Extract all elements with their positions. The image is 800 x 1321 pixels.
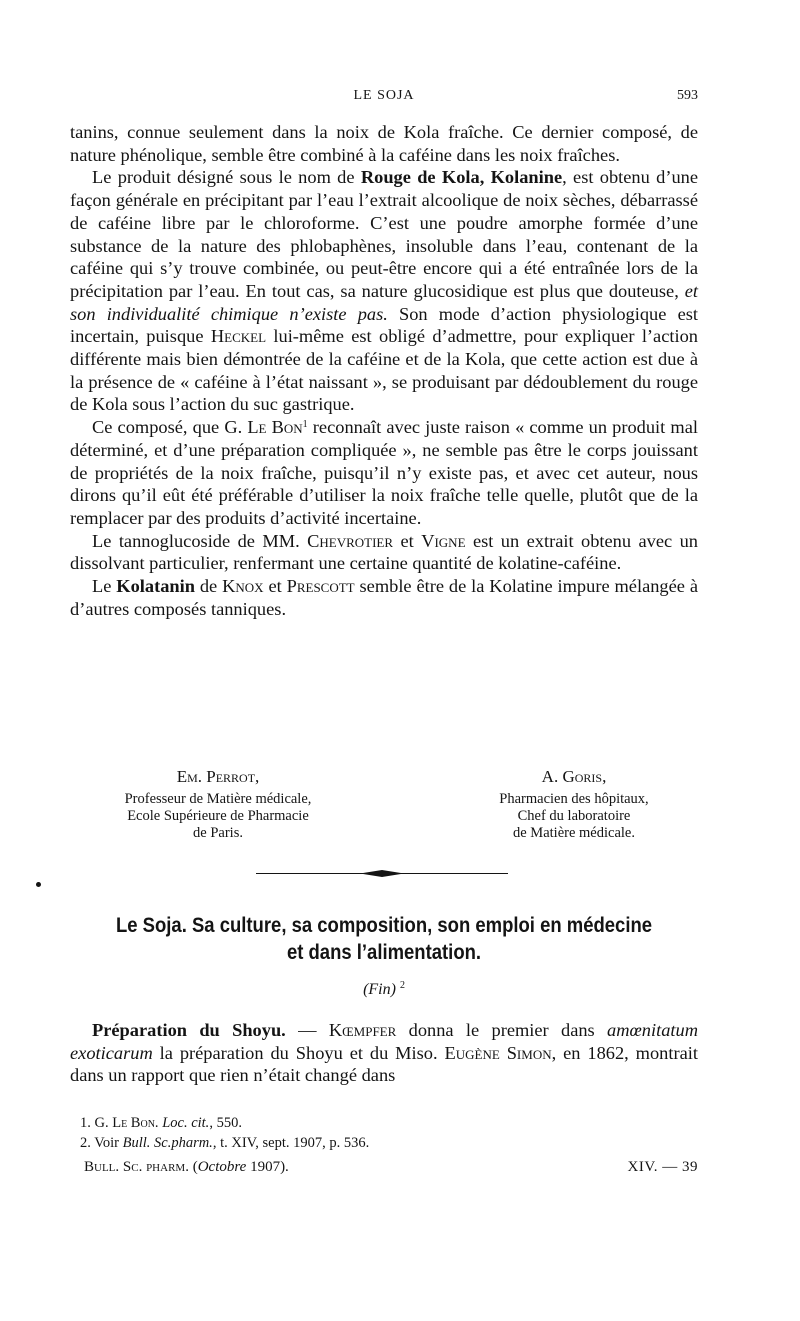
footer-signature-mark: XIV. — 39: [627, 1159, 698, 1175]
p5-bold-term: Kolatanin: [116, 576, 195, 597]
footnote-1-page: , 550.: [209, 1115, 242, 1131]
margin-dot: [36, 882, 41, 887]
footnote-ref-1: 1: [302, 419, 308, 431]
paragraph-3: [70, 416, 698, 530]
author-vigne: Vigne: [421, 530, 466, 551]
p2-text-c: Son mode d’action physiologique est incertain, puisque: [70, 303, 698, 347]
p2-italic-phrase: et son individualité chimique n’existe pas.: [70, 280, 698, 324]
signature-left-line-1: Professeur de Matière médicale,: [124, 791, 312, 807]
paragraph-4: [70, 530, 698, 575]
p2-text-b: , est obtenu d’une façon générale en précipitant par l’eau l’extrait alcoolique de noix sèches, débarrassé de caféine libre par le chloroforme. C’est une poudre amorphe formée d’une substance de la nature des phlobaphènes, insoluble dans l’eau, contenant de la caféine qui s’y trouve combinée, ou peut-être encore qui a été entraînée lors de la précipitation par l’eau. En tout cas, sa nature glucosidique est plus que douteuse,: [70, 167, 698, 301]
footnote-1-loc: Loc. cit.: [162, 1115, 210, 1131]
p5-text-b: semble être de la Kolatine impure mélangée à d’autres composés tanniques.: [70, 576, 698, 619]
signature-right-line-3: de Matière médicale.: [513, 825, 635, 841]
author-heckel: Heckel: [210, 326, 267, 347]
footer-date-year: 1907).: [246, 1159, 289, 1175]
paragraph-2: [70, 166, 698, 416]
paragraph-5: [70, 575, 698, 620]
fin-label: (Fin): [363, 981, 396, 998]
paragraph-shoyu: [70, 1019, 698, 1087]
p4-text-b: est un extrait obtenu avec un dissolvant particulier, renfermant une certaine quantité de kolatine-caféine.: [70, 530, 698, 574]
footer-date-open: (: [188, 1159, 198, 1175]
divider-ornament-icon: [360, 870, 404, 878]
section-heading-shoyu: Préparation du Shoyu.: [92, 1020, 286, 1040]
author-chevrotier: Chevrotier: [307, 530, 394, 551]
signature-left-line-2: Ecole Supérieure de Pharmacie: [127, 808, 309, 824]
footnote-2-text-b: , t. XIV, sept. 1907, p. 536.: [212, 1135, 370, 1151]
signature-right: [456, 766, 692, 842]
article-title: [108, 912, 661, 966]
p2-bold-term: Rouge de Kola, Kolanine: [360, 167, 563, 188]
footnote-2-number: 2.: [80, 1135, 91, 1151]
running-head: [70, 88, 698, 108]
author-prescott: Prescott: [286, 576, 355, 597]
footer-date-month: Octobre: [197, 1159, 247, 1175]
section-divider: [256, 870, 508, 878]
p3-text-a: Ce composé, que G.: [92, 417, 248, 438]
p4-conj: et: [393, 530, 422, 551]
footnote-2-journal: Bull. Sc.pharm.: [122, 1135, 213, 1151]
author-knox: Knox: [222, 576, 264, 597]
journal-page: [70, 0, 698, 1321]
signature-right-name: A. Goris,: [541, 767, 607, 786]
signature-right-line-2: Chef du laboratoire: [517, 808, 631, 824]
footnote-2-text-a: Voir: [94, 1135, 123, 1151]
footer-journal: [84, 1159, 289, 1176]
page-number: 593: [677, 88, 698, 103]
shoyu-italic-title: amœnitatum exoticarum: [70, 1020, 698, 1063]
signature-left: [92, 766, 344, 842]
p2-text-a: Le produit désigné sous le nom de: [92, 167, 361, 188]
p3-text-b: reconnaît avec juste raison « comme un produit mal déterminé, et d’une préparation compliquée », ne semble pas être le corps jouissant de propriétés de la noix fraîche, puisqu’il n’y existe pas, et avec cet auteur, nous dirons qu’il eût été préférable d’utiliser la noix fraîche telle quelle, plutôt que de la remplacer par des produits d’activité incertaine.: [70, 417, 698, 528]
footnote-1: [80, 1113, 680, 1133]
article-body: [70, 121, 698, 620]
signature-left-name: Em. Perrot,: [176, 767, 260, 786]
running-title: LE SOJA: [353, 88, 415, 103]
p2-text-d: lui-même est obligé d’admettre, pour expliquer l’action différente mais bien démontrée de la caféine et de la Kola, que cette action est due à la présence de « caféine à l’état naissant », se produisant par dédoublement du rouge de Kola sous l’action du suc gastrique.: [70, 326, 698, 415]
shoyu-text-b: donna le premier dans: [396, 1020, 608, 1040]
p5-text-a: Le: [92, 576, 117, 597]
author-le-bon: Le Bon: [247, 417, 303, 438]
footnotes: [80, 1113, 680, 1153]
shoyu-text-c: la préparation du Shoyu et du Miso.: [152, 1042, 445, 1063]
footer-journal-name: Bull. Sc. pharm.: [84, 1159, 189, 1175]
shoyu-dash: —: [285, 1020, 329, 1040]
signatures: [70, 766, 698, 846]
p5-conj: et: [263, 576, 287, 597]
page-footer: [84, 1159, 698, 1181]
author-eugene-simon: Eugène Simon: [444, 1042, 552, 1063]
footnote-ref-2: 2: [399, 980, 405, 991]
footnote-2: [80, 1133, 680, 1153]
signature-right-line-1: Pharmacien des hôpitaux,: [499, 791, 649, 807]
p4-text-a: Le tannoglucoside de MM.: [92, 530, 308, 551]
signature-left-line-3: de Paris.: [193, 825, 243, 841]
article-title-line-2: et dans l’alimentation.: [286, 941, 482, 964]
paragraph-1: [70, 121, 698, 166]
paragraph-1-text: tanins, connue seulement dans la noix de Kola fraîche. Ce dernier composé, de nature phénolique, semble être combiné à la caféine dans les noix fraîches.: [70, 122, 698, 165]
shoyu-text-d: , en 1862, montrait dans un rapport que rien n’était changé dans: [70, 1042, 698, 1086]
author-koempfer: Kœmpfer: [328, 1020, 397, 1040]
continuation-note: [70, 981, 698, 999]
article-body-2: [70, 1019, 698, 1087]
footnote-1-number: 1.: [80, 1115, 91, 1131]
p5-prep: de: [194, 576, 223, 597]
article-title-line-1: Le Soja. Sa culture, sa composition, son emploi en médecine: [115, 914, 653, 937]
footnote-1-author: G. Le Bon.: [94, 1115, 159, 1131]
